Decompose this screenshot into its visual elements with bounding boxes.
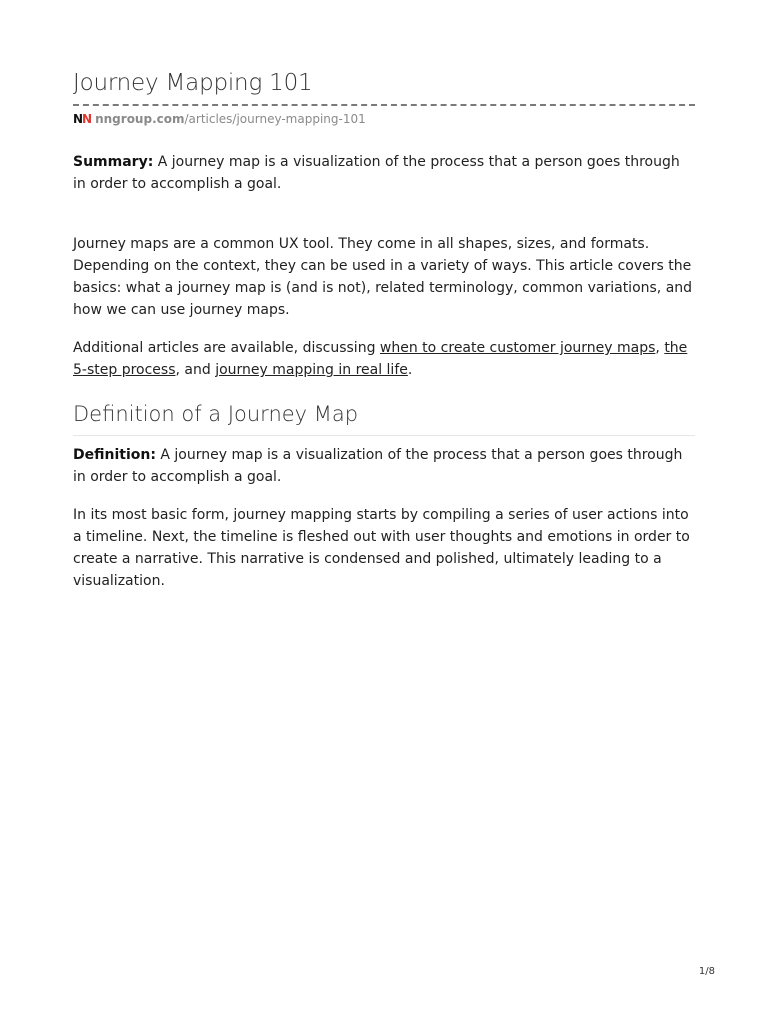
source-domain: nngroup.com: [95, 112, 185, 126]
link-5-step-process[interactable]: the 5-step process: [73, 340, 688, 378]
summary-label: Summary:: [73, 154, 154, 170]
page-title: Journey Mapping 101: [73, 70, 313, 96]
section-divider: [73, 435, 695, 436]
definition-text: A journey map is a visualization of the process that a person goes through in order to accomplish a goal.: [73, 447, 683, 485]
nn-logo-icon: NN: [73, 112, 92, 126]
summary-paragraph: [73, 151, 695, 195]
page-number: 1/8: [698, 966, 715, 977]
definition-label: Definition:: [73, 447, 156, 463]
title-divider: [73, 104, 695, 106]
source-path: /articles/journey-mapping-101: [184, 112, 366, 126]
basic-form-paragraph: In its most basic form, journey mapping starts by compiling a series of user actions into a timeline. Next, the timeline is fleshed out with user thoughts and emotions in order to create a narrative. This narrative is condensed and polished, ultimately leading to a visualization.: [73, 507, 690, 589]
link-journey-mapping-real-life[interactable]: journey mapping in real life: [215, 362, 408, 378]
section-heading: Definition of a Journey Map: [73, 402, 359, 426]
summary-text: A journey map is a visualization of the process that a person goes through in order to accomplish a goal.: [73, 154, 680, 192]
additional-articles-paragraph: Additional articles are available, discussing when to create customer journey maps, the 5-step process, and journey mapping in real life.: [73, 340, 688, 378]
source-line: [73, 112, 366, 126]
intro-paragraph: Journey maps are a common UX tool. They come in all shapes, sizes, and formats. Depending on the context, they can be used in a variety of ways. This article covers the basics: what a journey map is (and is not), related terminology, common variations, and how we can use journey maps.: [73, 236, 693, 318]
definition-paragraph: [73, 444, 695, 488]
link-when-to-create[interactable]: when to create customer journey maps: [379, 340, 656, 356]
